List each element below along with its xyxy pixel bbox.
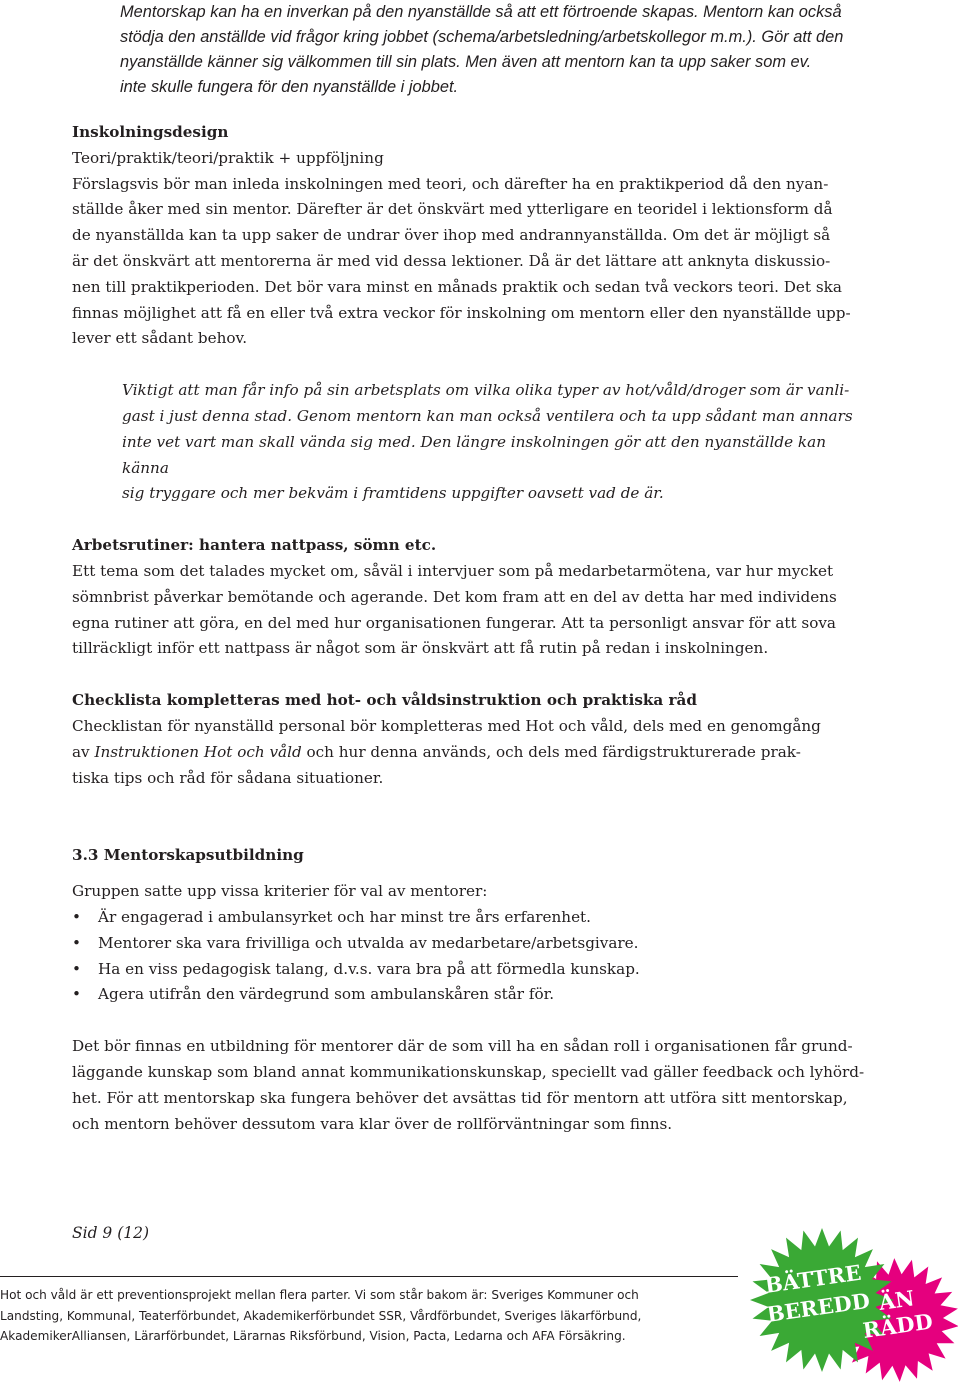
body-line bbox=[72, 740, 872, 766]
quote-line: inte vet vart man skall vända sig med. Den längre inskolningen gör att den nyanställde kan känna bbox=[122, 432, 826, 477]
list-item-text: Ha en viss pedagogisk talang, d.v.s. vara bra på att förmedla kunskap. bbox=[98, 959, 640, 978]
bullet-icon: • bbox=[72, 933, 81, 952]
intro-line: inte skulle fungera för den nyanställde i jobbet. bbox=[120, 78, 459, 96]
body-line: Förslagsvis bör man inleda inskolningen med teori, och därefter ha en praktikperiod då den nyan- bbox=[72, 174, 829, 193]
list-item bbox=[72, 957, 872, 983]
body-line: finnas möjlighet att få en eller två extra veckor för inskolning om mentorn eller den nyanställde upp- bbox=[72, 303, 851, 322]
body-line: het. För att mentorskap ska fungera behöver det avsättas tid för mentorn att utföra sitt mentorskap, bbox=[72, 1088, 848, 1107]
logo-text-radd: RÄDD bbox=[861, 1308, 935, 1343]
list-item bbox=[72, 905, 872, 931]
main-content bbox=[72, 120, 872, 1137]
logo-text-battre: BÄTTRE bbox=[763, 1259, 863, 1298]
list-item bbox=[72, 982, 872, 1008]
criteria-list bbox=[72, 905, 872, 1008]
text-run: och hur denna används, och dels med färdigstrukturerade prak- bbox=[301, 742, 801, 761]
bullet-icon: • bbox=[72, 959, 81, 978]
logo-text-beredd: BEREDD bbox=[765, 1287, 872, 1327]
intro-line: stödja den anställde vid frågor kring jobbet (schema/arbetsledning/arbetskollegor m.m.). Gör att den bbox=[120, 28, 844, 46]
body-line: läggande kunskap som bland annat kommunikationskunskap, speciellt vad gäller feedback och lyhörd- bbox=[72, 1062, 865, 1081]
body-line: nen till praktikperioden. Det bör vara minst en månads praktik och sedan två veckors teori. Det ska bbox=[72, 277, 842, 296]
intro-line: nyanställde känner sig välkommen till sin plats. Men även att mentorn kan ta upp saker som ev. bbox=[120, 53, 812, 71]
section-heading-arbetsrutiner: Arbetsrutiner: hantera nattpass, sömn etc. bbox=[72, 536, 437, 555]
list-item-text: Agera utifrån den värdegrund som ambulanskåren står för. bbox=[98, 985, 555, 1004]
quote-line: gast i just denna stad. Genom mentorn kan man också ventilera och ta upp sådant man annars bbox=[122, 406, 853, 425]
text-run: av bbox=[72, 742, 95, 761]
section-heading-inskolningsdesign: Inskolningsdesign bbox=[72, 123, 229, 141]
body-line: egna rutiner att göra, en del med hur organisationen fungerar. Att ta personligt ansvar för att sova bbox=[72, 613, 836, 632]
bullet-icon: • bbox=[72, 985, 81, 1004]
body-line: Checklistan för nyanställd personal bör kompletteras med Hot och våld, dels med en genomgång bbox=[72, 716, 821, 735]
body-line: tillräckligt inför ett nattpass är något som är önskvärt att få rutin på redan i inskolningen. bbox=[72, 639, 769, 658]
footer-divider bbox=[0, 1276, 738, 1277]
footer-line: Hot och våld är ett preventionsprojekt mellan flera parter. Vi som står bakom är: Sveriges Kommuner och bbox=[0, 1288, 639, 1302]
body-line: är det önskvärt att mentorerna är med vid dessa lektioner. Då är det lättare att anknyta diskussio- bbox=[72, 251, 831, 270]
list-lead: Gruppen satte upp vissa kriterier för val av mentorer: bbox=[72, 882, 488, 901]
list-item-text: Mentorer ska vara frivilliga och utvalda av medarbetare/arbetsgivare. bbox=[98, 933, 639, 952]
bullet-icon: • bbox=[72, 907, 81, 926]
body-line: och mentorn behöver dessutom vara klar över de rollförväntningar som finns. bbox=[72, 1114, 673, 1133]
quote-line: Viktigt att man får info på sin arbetsplats om vilka olika typer av hot/våld/droger som är vanli- bbox=[122, 381, 850, 400]
body-line: de nyanställda kan ta upp saker de undrar över ihop med andrannyanställda. Om det är möjligt så bbox=[72, 226, 831, 245]
body-line: Det bör finnas en utbildning för mentorer där de som vill ha en sådan roll i organisationen får grund- bbox=[72, 1037, 853, 1056]
logo-text-an: ÄN bbox=[877, 1285, 916, 1315]
intro-paragraph bbox=[120, 0, 880, 100]
section-heading-mentorskapsutbildning: 3.3 Mentorskapsutbildning bbox=[72, 846, 304, 865]
list-item bbox=[72, 931, 872, 957]
body-line: lever ett sådant behov. bbox=[72, 329, 248, 348]
page-number: Sid 9 (12) bbox=[72, 1224, 150, 1242]
body-line: sömnbrist påverkar bemötande och agerande. Det kom fram att en del av detta har med individens bbox=[72, 587, 837, 606]
body-line: tiska tips och råd för sådana situationer. bbox=[72, 768, 384, 787]
instruction-title: Instruktionen Hot och våld bbox=[94, 742, 302, 761]
section-subtitle: Teori/praktik/teori/praktik + uppföljning bbox=[72, 148, 384, 167]
body-line: Ett tema som det talades mycket om, såväl i intervjuer som på medarbetarmötena, var hur mycket bbox=[72, 561, 834, 580]
footer-line: Landsting, Kommunal, Teaterförbundet, Akademikerförbundet SSR, Vårdförbundet, Sveriges läkarförbund, bbox=[0, 1308, 642, 1323]
section-heading-checklista: Checklista kompletteras med hot- och våldsinstruktion och praktiska råd bbox=[72, 691, 698, 710]
footer-line: AkademikerAlliansen, Lärarförbundet, Lärarnas Riksförbund, Vision, Pacta, Ledarna och AFA Försäkring. bbox=[0, 1329, 626, 1343]
body-line: ställde åker med sin mentor. Därefter är det önskvärt med ytterligare en teoridel i lektionsform då bbox=[72, 200, 833, 219]
quote-line: sig tryggare och mer bekväm i framtidens uppgifter oavsett vad de är. bbox=[122, 484, 664, 503]
battre-beredd-an-radd-logo bbox=[742, 1228, 958, 1383]
italic-quote bbox=[122, 378, 872, 507]
footer bbox=[0, 1285, 750, 1347]
list-item-text: Är engagerad i ambulansyrket och har minst tre års erfarenhet. bbox=[98, 907, 591, 926]
intro-line: Mentorskap kan ha en inverkan på den nyanställde så att ett förtroende skapas. Mentorn kan också bbox=[120, 3, 842, 21]
